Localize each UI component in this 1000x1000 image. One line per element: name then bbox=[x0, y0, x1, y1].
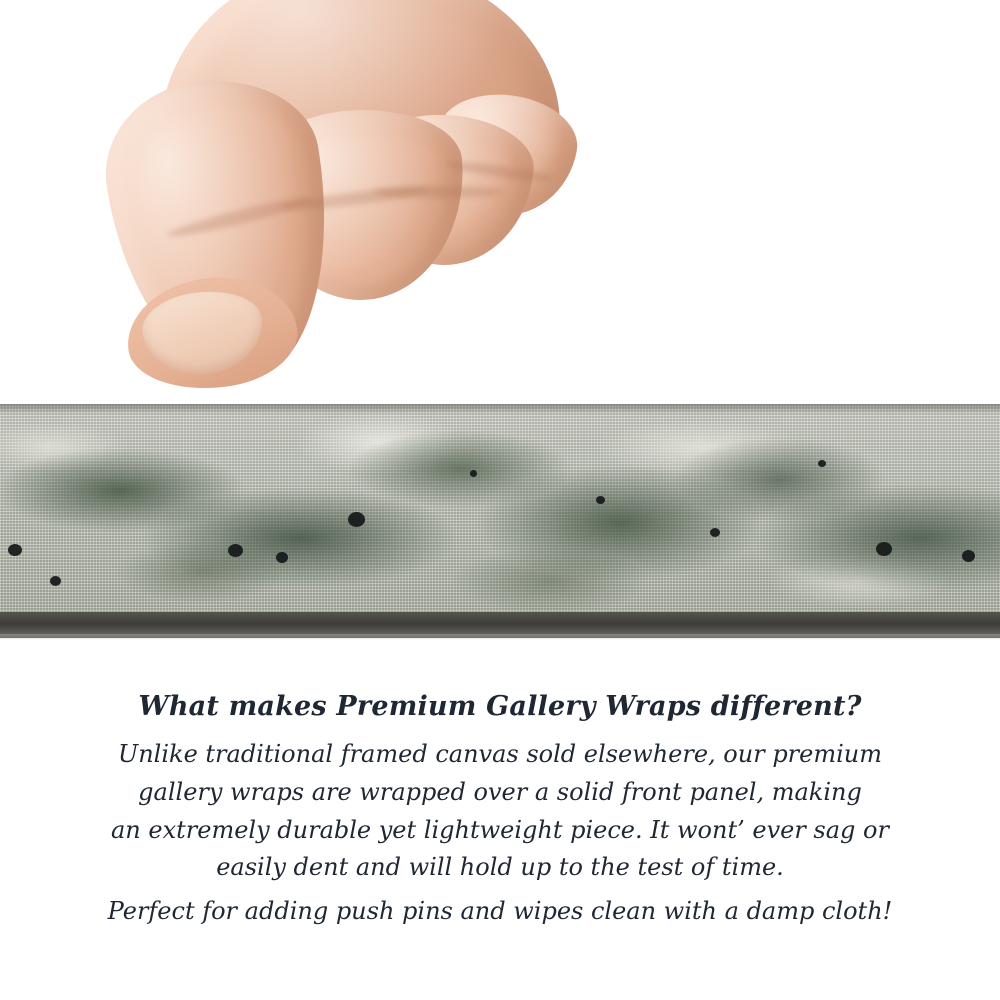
canvas-speck bbox=[348, 512, 365, 527]
canvas-speck bbox=[276, 552, 288, 563]
canvas-speck bbox=[470, 470, 477, 477]
canvas-edge-highlight bbox=[0, 634, 1000, 640]
canvas-speck bbox=[876, 542, 892, 556]
caption-line: an extremely durable yet lightweight piece. It wont’ ever sag or bbox=[111, 815, 889, 844]
caption-headline: What makes Premium Gallery Wraps different? bbox=[138, 691, 862, 722]
caption-line: gallery wraps are wrapped over a solid front panel, making bbox=[138, 777, 862, 806]
canvas-speck bbox=[8, 544, 22, 556]
canvas-speck bbox=[818, 460, 826, 467]
caption-line: easily dent and will hold up to the test of time. bbox=[216, 853, 784, 882]
canvas-speck bbox=[596, 496, 605, 504]
caption-closing-line: Perfect for adding push pins and wipes clean with a damp cloth! bbox=[107, 897, 893, 926]
caption-block bbox=[0, 690, 1000, 931]
canvas-speck bbox=[228, 544, 243, 557]
canvas-wrap-strip bbox=[0, 404, 1000, 620]
hand bbox=[105, 0, 565, 430]
canvas-texture bbox=[0, 404, 1000, 620]
canvas-top-shadow bbox=[0, 404, 1000, 414]
canvas-speck bbox=[50, 576, 61, 586]
caption-line: Unlike traditional framed canvas sold elsewhere, our premium bbox=[117, 739, 882, 768]
canvas-speck bbox=[710, 528, 720, 537]
canvas-speck bbox=[962, 550, 975, 562]
